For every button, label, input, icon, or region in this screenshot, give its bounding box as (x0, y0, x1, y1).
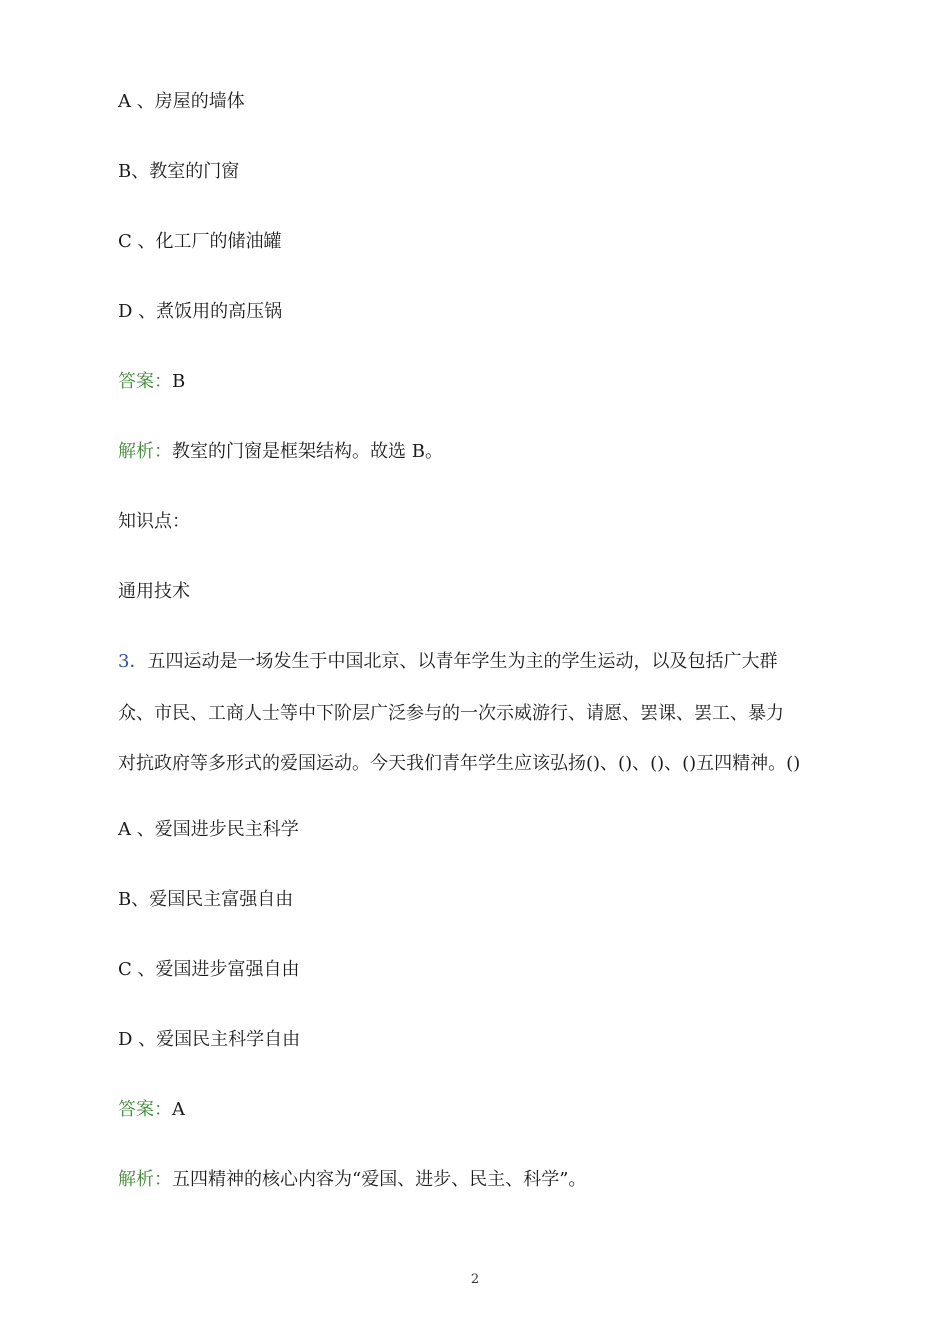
q3-stem-line-1 (118, 650, 777, 674)
answer-value: B (172, 371, 186, 392)
q3-stem-line-3: 对抗政府等多形式的爱国运动。今天我们青年学生应该弘扬()、()、()、()五四精神。() (118, 753, 801, 774)
q2-knowledge-label: 知识点： (118, 511, 190, 532)
q2-analysis (118, 440, 443, 464)
q2-option-c: C 、化工厂的储油罐 (118, 231, 282, 252)
q3-option-a: A 、爱国进步民主科学 (118, 819, 299, 840)
answer-label: 答案： (118, 1099, 172, 1120)
q2-answer (118, 370, 185, 394)
q3-option-c: C 、爱国进步富强自由 (118, 959, 300, 980)
q3-option-d: D 、爱国民主科学自由 (118, 1029, 301, 1050)
page-number: 2 (470, 1272, 480, 1287)
question-number: 3． (118, 651, 148, 672)
answer-label: 答案： (118, 371, 172, 392)
q2-option-d: D 、煮饭用的高压锅 (118, 301, 283, 322)
q3-stem-line-2: 众、市民、工商人士等中下阶层广泛参与的一次示威游行、请愿、罢课、罢工、暴力 (118, 703, 784, 724)
analysis-label: 解析： (118, 1169, 172, 1190)
q2-option-a: A 、房屋的墙体 (118, 91, 245, 112)
q2-knowledge-value: 通用技术 (118, 581, 190, 602)
q2-option-b: B、教室的门窗 (118, 161, 240, 182)
q3-stem-text-1: 五四运动是一场发生于中国北京、以青年学生为主的学生运动，以及包括广大群 (147, 651, 778, 672)
q3-answer (118, 1098, 185, 1122)
answer-value: A (172, 1099, 185, 1120)
q3-analysis (118, 1168, 586, 1192)
q3-option-b: B、爱国民主富强自由 (118, 889, 294, 910)
analysis-text: 五四精神的核心内容为“爱国、进步、民主、科学”。 (172, 1169, 587, 1190)
analysis-label: 解析： (118, 441, 172, 462)
analysis-text: 教室的门窗是框架结构。故选 B。 (172, 441, 443, 462)
